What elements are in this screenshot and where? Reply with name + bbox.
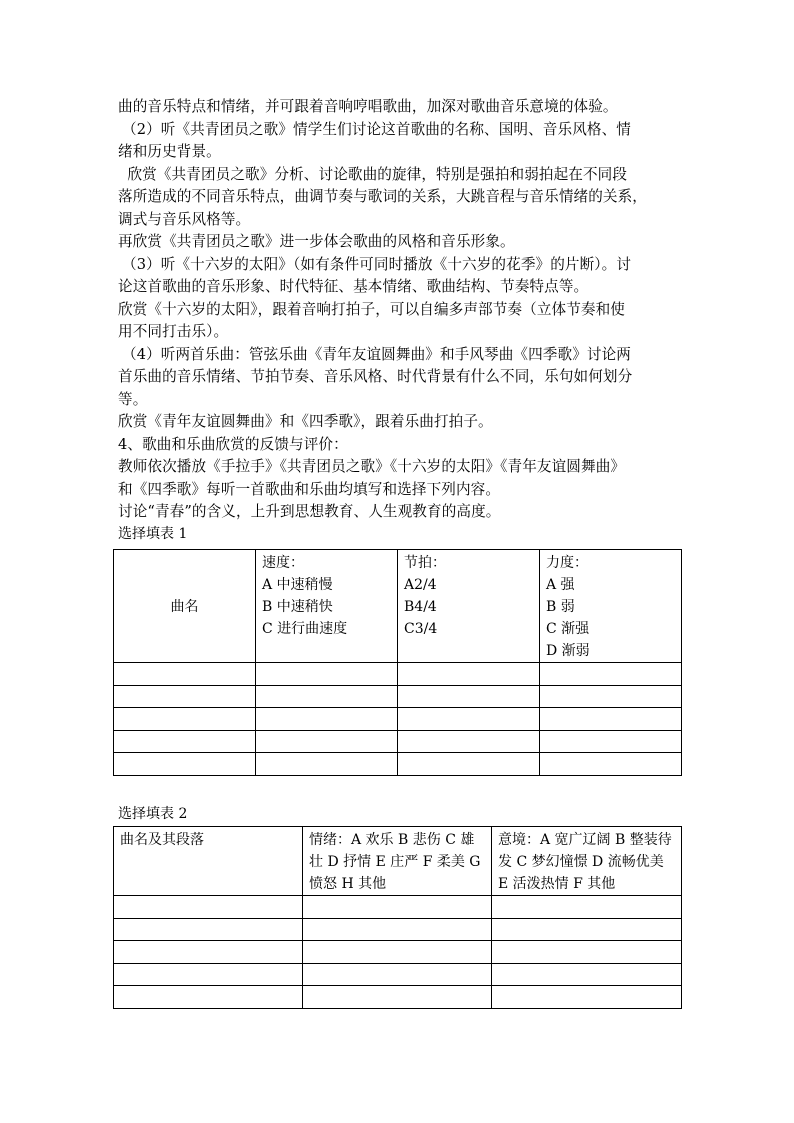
fill-cell[interactable] <box>114 941 303 964</box>
selection-table-2 <box>113 826 682 1009</box>
speed-header <box>256 550 398 663</box>
paragraph-line: 论这首歌曲的音乐形象、时代特征、基本情绪、歌曲结构、节奏特点等。 <box>118 278 589 295</box>
table-row <box>114 730 682 753</box>
fill-cell[interactable] <box>303 986 492 1009</box>
fill-cell[interactable] <box>114 918 303 941</box>
paragraph-line: （3）听《十六岁的太阳》（如有条件可同时播放《十六岁的花季》的片断）。讨 <box>122 255 632 273</box>
document-body <box>118 96 684 544</box>
fill-cell[interactable] <box>398 708 540 731</box>
fill-cell[interactable] <box>540 753 682 776</box>
table-row <box>114 941 682 964</box>
fill-cell[interactable] <box>540 730 682 753</box>
mood-header <box>492 827 682 896</box>
dynamics-title: 力度： <box>546 555 588 571</box>
song-name-header: 曲名 <box>114 550 256 663</box>
fill-cell[interactable] <box>114 963 303 986</box>
table-row <box>114 708 682 731</box>
table-row <box>114 753 682 776</box>
table-row <box>114 963 682 986</box>
paragraph-line: 再欣赏《共青团员之歌》进一步体会歌曲的风格和音乐形象。 <box>118 233 515 250</box>
fill-cell[interactable] <box>398 685 540 708</box>
fill-cell[interactable] <box>256 685 398 708</box>
emotion-header <box>303 827 492 896</box>
meter-header <box>398 550 540 663</box>
fill-cell[interactable] <box>398 663 540 686</box>
table-row <box>114 685 682 708</box>
paragraph-line: 和《四季歌》每听一首歌曲和乐曲均填写和选择下列内容。 <box>118 480 501 498</box>
paragraph-line: （2）听《共青团员之歌》情学生们讨论这首歌曲的名称、国明、音乐风格、情 <box>122 120 631 138</box>
selection-table-1 <box>113 549 682 776</box>
table-row <box>114 986 682 1009</box>
paragraph-line: （4）听两首乐曲：管弦乐曲《青年友谊圆舞曲》和手风琴曲《四季歌》讨论两 <box>122 345 631 363</box>
table-row <box>114 663 682 686</box>
fill-cell[interactable] <box>303 896 492 919</box>
fill-cell[interactable] <box>398 753 540 776</box>
paragraph-line: 欣赏《共青团员之歌》分析、讨论歌曲的旋律，特别是强拍和弱拍起在不同段 <box>118 165 628 183</box>
fill-cell[interactable] <box>492 896 682 919</box>
table-row <box>114 918 682 941</box>
fill-cell[interactable] <box>256 753 398 776</box>
fill-cell[interactable] <box>114 685 256 708</box>
dynamics-option: A 强 <box>546 577 575 593</box>
paragraph-line: 讨论“青春”的含义，上升到思想教育、人生观教育的高度。 <box>118 503 501 520</box>
paragraph-line: 4、歌曲和乐曲欣赏的反馈与评价： <box>118 435 348 453</box>
dynamics-option: C 渐强 <box>546 621 590 637</box>
paragraph-line: 等。 <box>118 390 148 408</box>
fill-cell[interactable] <box>492 918 682 941</box>
meter-title: 节拍： <box>404 555 446 571</box>
table2-caption: 选择填表 2 <box>118 806 188 822</box>
fill-cell[interactable] <box>256 708 398 731</box>
paragraph-line: 欣赏《青年友谊圆舞曲》和《四季歌》，跟着乐曲打拍子。 <box>118 413 493 430</box>
dynamics-header <box>540 550 682 663</box>
meter-option: A2/4 <box>404 577 437 593</box>
fill-cell[interactable] <box>540 708 682 731</box>
paragraph-line: 绪和历史背景。 <box>118 143 221 160</box>
fill-cell[interactable] <box>114 708 256 731</box>
fill-cell[interactable] <box>492 986 682 1009</box>
fill-cell[interactable] <box>540 663 682 686</box>
segment-header <box>114 827 303 896</box>
fill-cell[interactable] <box>303 941 492 964</box>
dynamics-option: D 渐弱 <box>546 643 590 659</box>
fill-cell[interactable] <box>492 963 682 986</box>
fill-cell[interactable] <box>114 896 303 919</box>
paragraph-line: 欣赏《十六岁的太阳》，跟着音响打拍子，可以自编多声部节奏（立体节奏和使 <box>118 300 625 318</box>
paragraph-line: 教师依次播放《手拉手》《共青团员之歌》《十六岁的太阳》《青年友谊圆舞曲》 <box>118 458 626 475</box>
segment-header-text: 曲名及其段落 <box>120 832 204 848</box>
table-row <box>114 896 682 919</box>
fill-cell[interactable] <box>398 730 540 753</box>
paragraph-line: 落所造成的不同音乐特点，曲调节奏与歌词的关系，大跳音程与音乐情绪的关系， <box>118 188 647 205</box>
fill-cell[interactable] <box>256 663 398 686</box>
paragraph-line: 曲的音乐特点和情绪，并可跟着音响哼唱歌曲，加深对歌曲音乐意境的体验。 <box>118 98 618 115</box>
paragraph-line: 调式与音乐风格等。 <box>118 210 251 228</box>
dynamics-option: B 弱 <box>546 599 575 615</box>
meter-option: C3/4 <box>404 621 438 637</box>
fill-cell[interactable] <box>114 663 256 686</box>
table1-caption: 选择填表 1 <box>118 525 188 542</box>
paragraph-line: 首乐曲的音乐情绪、节拍节奏、音乐风格、时代背景有什么不同，乐句如何划分 <box>118 368 633 385</box>
fill-cell[interactable] <box>114 753 256 776</box>
speed-title: 速度： <box>262 555 304 571</box>
fill-cell[interactable] <box>303 918 492 941</box>
fill-cell[interactable] <box>114 730 256 753</box>
speed-option: A 中速稍慢 <box>262 577 333 593</box>
fill-cell[interactable] <box>492 941 682 964</box>
fill-cell[interactable] <box>303 963 492 986</box>
speed-option: C 进行曲速度 <box>262 621 348 637</box>
mood-header-text: 意境：A 宽广辽阔 B 整装待发 C 梦幻憧憬 D 流畅优美 E 活泼热情 F 其他 <box>498 832 672 892</box>
speed-option: B 中速稍快 <box>262 599 333 615</box>
fill-cell[interactable] <box>256 730 398 753</box>
emotion-header-text: 情绪：A 欢乐 B 悲伤 C 雄壮 D 抒情 E 庄严 F 柔美 G 愤怒 H 其他 <box>309 832 481 892</box>
meter-option: B4/4 <box>404 599 437 615</box>
paragraph-line: 用不同打击乐）。 <box>118 323 229 340</box>
fill-cell[interactable] <box>540 685 682 708</box>
fill-cell[interactable] <box>114 986 303 1009</box>
